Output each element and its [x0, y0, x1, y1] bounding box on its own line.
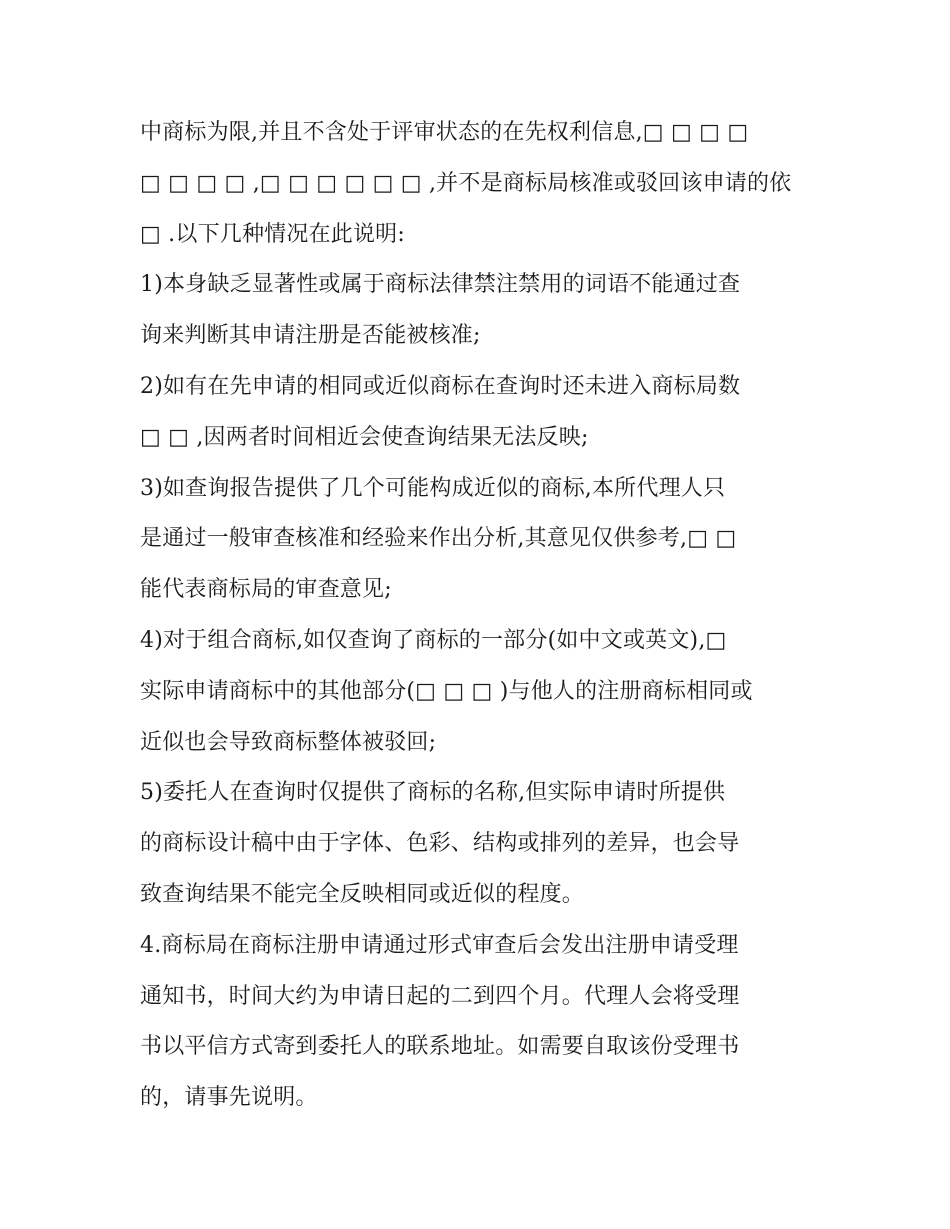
text-line-15: 的商标设计稿中由于字体、色彩、结构或排列的差异，也会导: [140, 831, 740, 857]
text-line-11: 4)对于组合商标,如仅查询了商标的一部分(如中文或英文),□: [140, 627, 727, 653]
text-line-4: 1)本身缺乏显著性或属于商标法律禁注禁用的词语不能通过查: [140, 272, 741, 298]
text-line-3: □ .以下几种情况在此说明:: [140, 221, 405, 247]
text-line-1: 中商标为限,并且不含处于评审状态的在先权利信息,□ □ □ □: [140, 120, 749, 145]
text-line-18: 通知书，时间大约为申请日起的二到四个月。代理人会将受理: [140, 983, 740, 1009]
text-line-10: 能代表商标局的审查意见;: [140, 577, 392, 603]
text-line-13: 近似也会导致商标整体被驳回;: [140, 729, 437, 755]
text-line-16: 致查询结果不能完全反映相同或近似的程度。: [140, 881, 585, 907]
document-body: [140, 108, 820, 1124]
text-line-20: 的，请事先说明。: [140, 1085, 318, 1111]
text-line-14: 5)委托人在查询时仅提供了商标的名称,但实际申请时所提供: [140, 780, 726, 806]
text-line-8: 3)如查询报告提供了几个可能构成近似的商标,本所代理人只: [140, 475, 726, 501]
text-line-6: 2)如有在先申请的相同或近似商标在查询时还未进入商标局数: [140, 373, 741, 399]
text-line-5: 询来判断其申请注册是否能被核准;: [140, 323, 481, 349]
text-line-17: 4.商标局在商标注册申请通过形式审查后会发出注册申请受理: [140, 932, 739, 958]
text-line-7: □ □ ,因两者时间相近会使查询结果无法反映;: [140, 424, 589, 450]
text-line-2: □ □ □ □ ,□ □ □ □ □ □ ,并不是商标局核准或驳回该申请的依: [140, 170, 792, 196]
text-line-19: 书以平信方式寄到委托人的联系地址。如需要自取该份受理书: [140, 1034, 740, 1060]
text-line-12: 实际申请商标中的其他部分(□ □ □ )与他人的注册商标相同或: [140, 678, 753, 704]
text-line-9: 是通过一般审查核准和经验来作出分析,其意见仅供参考,□ □: [140, 526, 737, 552]
